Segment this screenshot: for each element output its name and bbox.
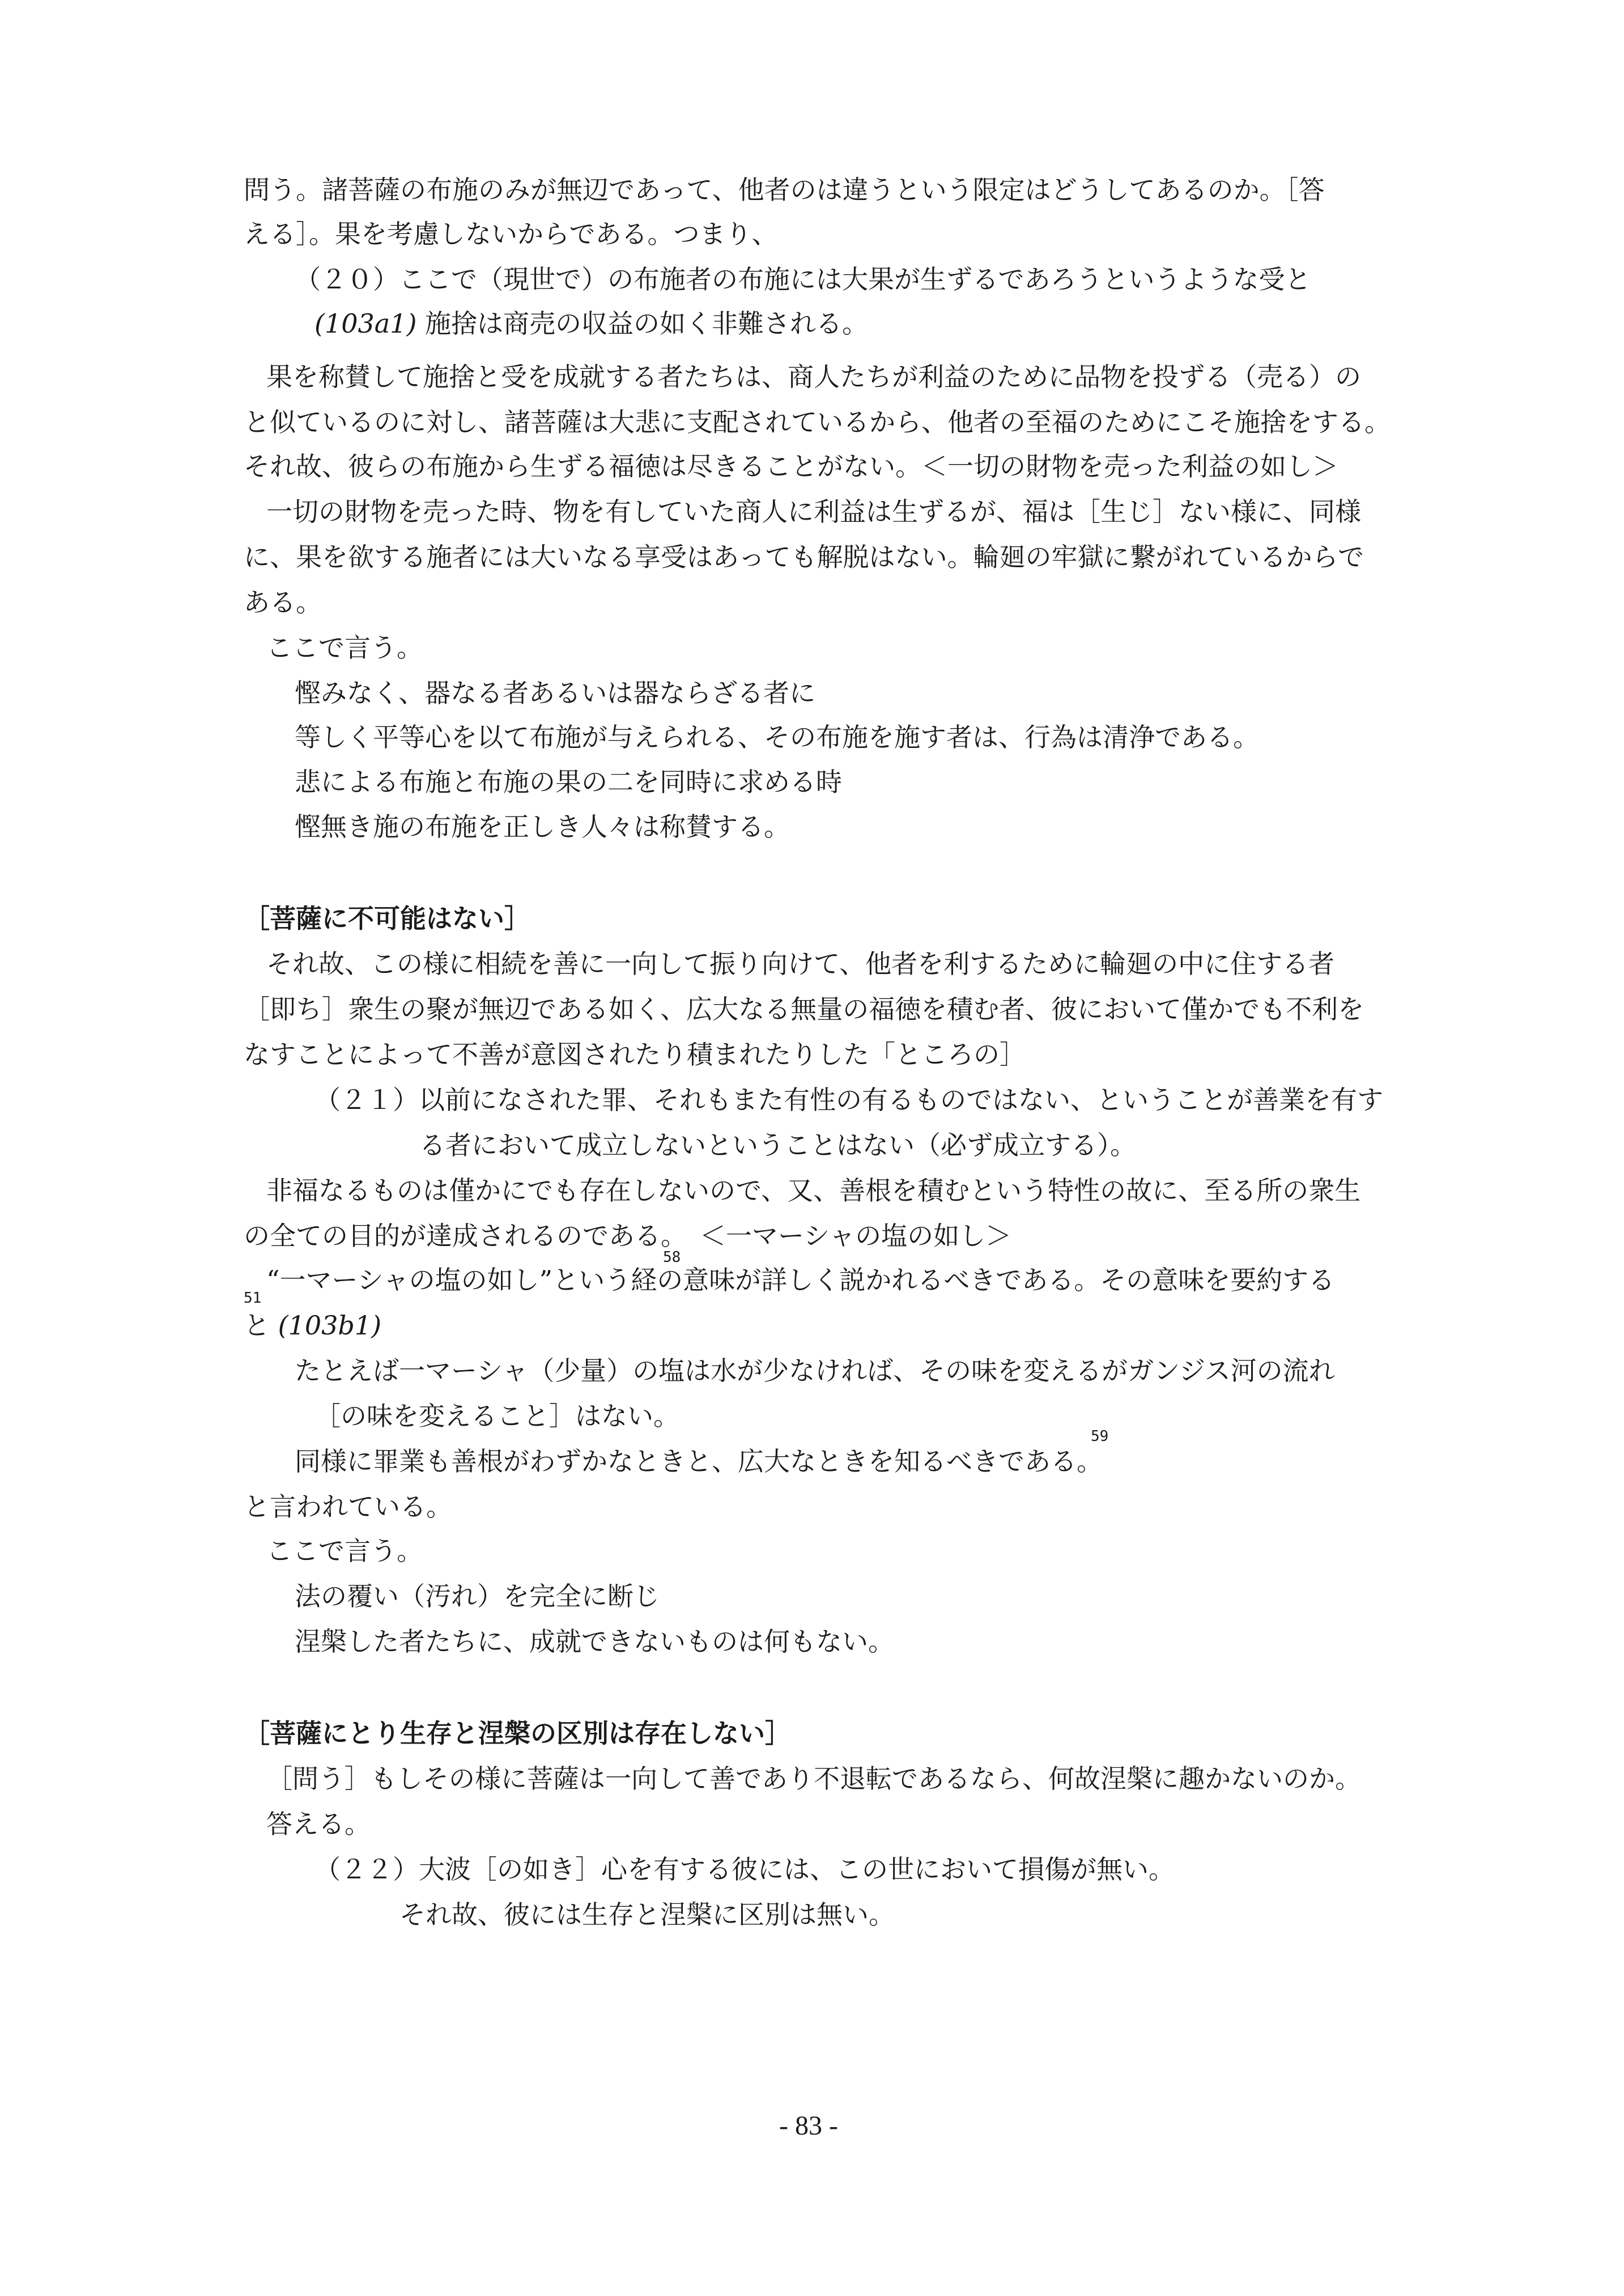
- verse-line: 法の覆い（汚れ）を完全に断じ: [295, 1581, 660, 1612]
- page-number: - 83 -: [779, 2111, 838, 2141]
- text-fragment: と: [244, 1310, 270, 1341]
- verse-line: 等しく平等心を以て布施が与えられる、その布施を施す者は、行為は清浄である。: [295, 722, 1259, 752]
- text-fragment: 施捨は商売の収益の如く非難される。: [425, 308, 869, 339]
- verse-line: たとえば一マーシャ（少量）の塩は水が少なければ、その味を変えるがガンジス河の流れ: [295, 1355, 1335, 1386]
- text-line: と言われている。: [244, 1491, 452, 1522]
- text-line: ここで言う。: [266, 1536, 423, 1566]
- text-line: 答える。: [266, 1809, 371, 1839]
- text-line: ［問う］もしその様に菩薩は一向して善であり不退転であるなら、何故涅槃に趣かないのか。: [266, 1763, 1361, 1794]
- text-line: の全ての目的が達成されるのである。 ＜一マーシャの塩の如し＞: [244, 1221, 1012, 1251]
- section-heading: ［菩薩にとり生存と涅槃の区別は存在しない］: [244, 1718, 791, 1749]
- text-line: それ故、この様に相続を善に一向して振り向けて、他者を利するために輪廻の中に住する者: [266, 949, 1335, 979]
- text-line: それ故、彼らの布施から生ずる福徳は尽きることがない。＜一切の財物を売った利益の如し＞: [244, 451, 1338, 482]
- text-line: ［即ち］衆生の聚が無辺である如く、広大なる無量の福徳を積む者、彼において僅かでも不利を: [244, 994, 1364, 1024]
- text-line-with-ref: [244, 1310, 382, 1341]
- text-line: える］。果を考慮しないからである。つまり、: [244, 219, 778, 249]
- text-line: 一切の財物を売った時、物を有していた商人に利益は生ずるが、福は［生じ］ない様に、同様: [266, 496, 1361, 527]
- verse-line: 同様に罪業も善根がわずかなときと、広大なときを知るべきである。: [295, 1446, 1103, 1477]
- section-heading: ［菩薩に不可能はない］: [244, 903, 530, 934]
- text-line: （２１）以前になされた罪、それもまた有性の有るものではない、ということが善業を有す: [314, 1085, 1383, 1115]
- verse-line: 慳無き施の布施を正しき人々は称賛する。: [295, 811, 790, 842]
- verse-line: 涅槃した者たちに、成就できないものは何もない。: [295, 1626, 894, 1657]
- verse-line: ［の味を変えること］はない。: [314, 1401, 679, 1431]
- text-line: と似ているのに対し、諸菩薩は大悲に支配されているから、他者の至福のためにこそ施捨をする。: [244, 407, 1391, 437]
- text-line: ある。: [244, 587, 322, 618]
- footnote-marker: 59: [1091, 1428, 1109, 1445]
- verse-line: 悲による布施と布施の果の二を同時に求める時: [295, 767, 842, 797]
- footnote-marker: 58: [663, 1249, 681, 1266]
- text-line: 非福なるものは僅かにでも存在しないので、又、善根を積むという特性の故に、至る所の衆生: [266, 1175, 1361, 1206]
- text-line-with-ref: [314, 308, 869, 339]
- verse-line: それ故、彼には生存と涅槃に区別は無い。: [399, 1899, 895, 1930]
- page-reference: (103a1): [314, 308, 417, 339]
- page-reference: (103b1): [278, 1310, 382, 1341]
- footnote-marker: 51: [244, 1290, 262, 1307]
- text-line: 果を称賛して施捨と受を成就する者たちは、商人たちが利益のために品物を投ずる（売る）の: [266, 362, 1361, 392]
- text-line: る者において成立しないということはない（必ず成立する）。: [419, 1130, 1136, 1160]
- text-line: （２０）ここで（現世で）の布施者の布施には大果が生ずるであろうというような受と: [295, 264, 1311, 295]
- verse-line: （２２）大波［の如き］心を有する彼には、この世において損傷が無い。: [314, 1854, 1175, 1885]
- text-line: ここで言う。: [266, 632, 423, 663]
- text-line: に、果を欲する施者には大いなる享受はあっても解脱はない。輪廻の牢獄に繋がれているからで: [244, 542, 1364, 572]
- verse-line: 慳みなく、器なる者あるいは器ならざる者に: [295, 678, 816, 708]
- text-line: 問う。諸菩薩の布施のみが無辺であって、他者のは違うという限定はどうしてあるのか。［答: [244, 175, 1325, 205]
- text-line: “一マーシャの塩の如し”という経の意味が詳しく説かれるべきである。その意味を要約する: [266, 1265, 1335, 1295]
- text-line: なすことによって不善が意図されたり積まれたりした「ところの］: [244, 1039, 1026, 1070]
